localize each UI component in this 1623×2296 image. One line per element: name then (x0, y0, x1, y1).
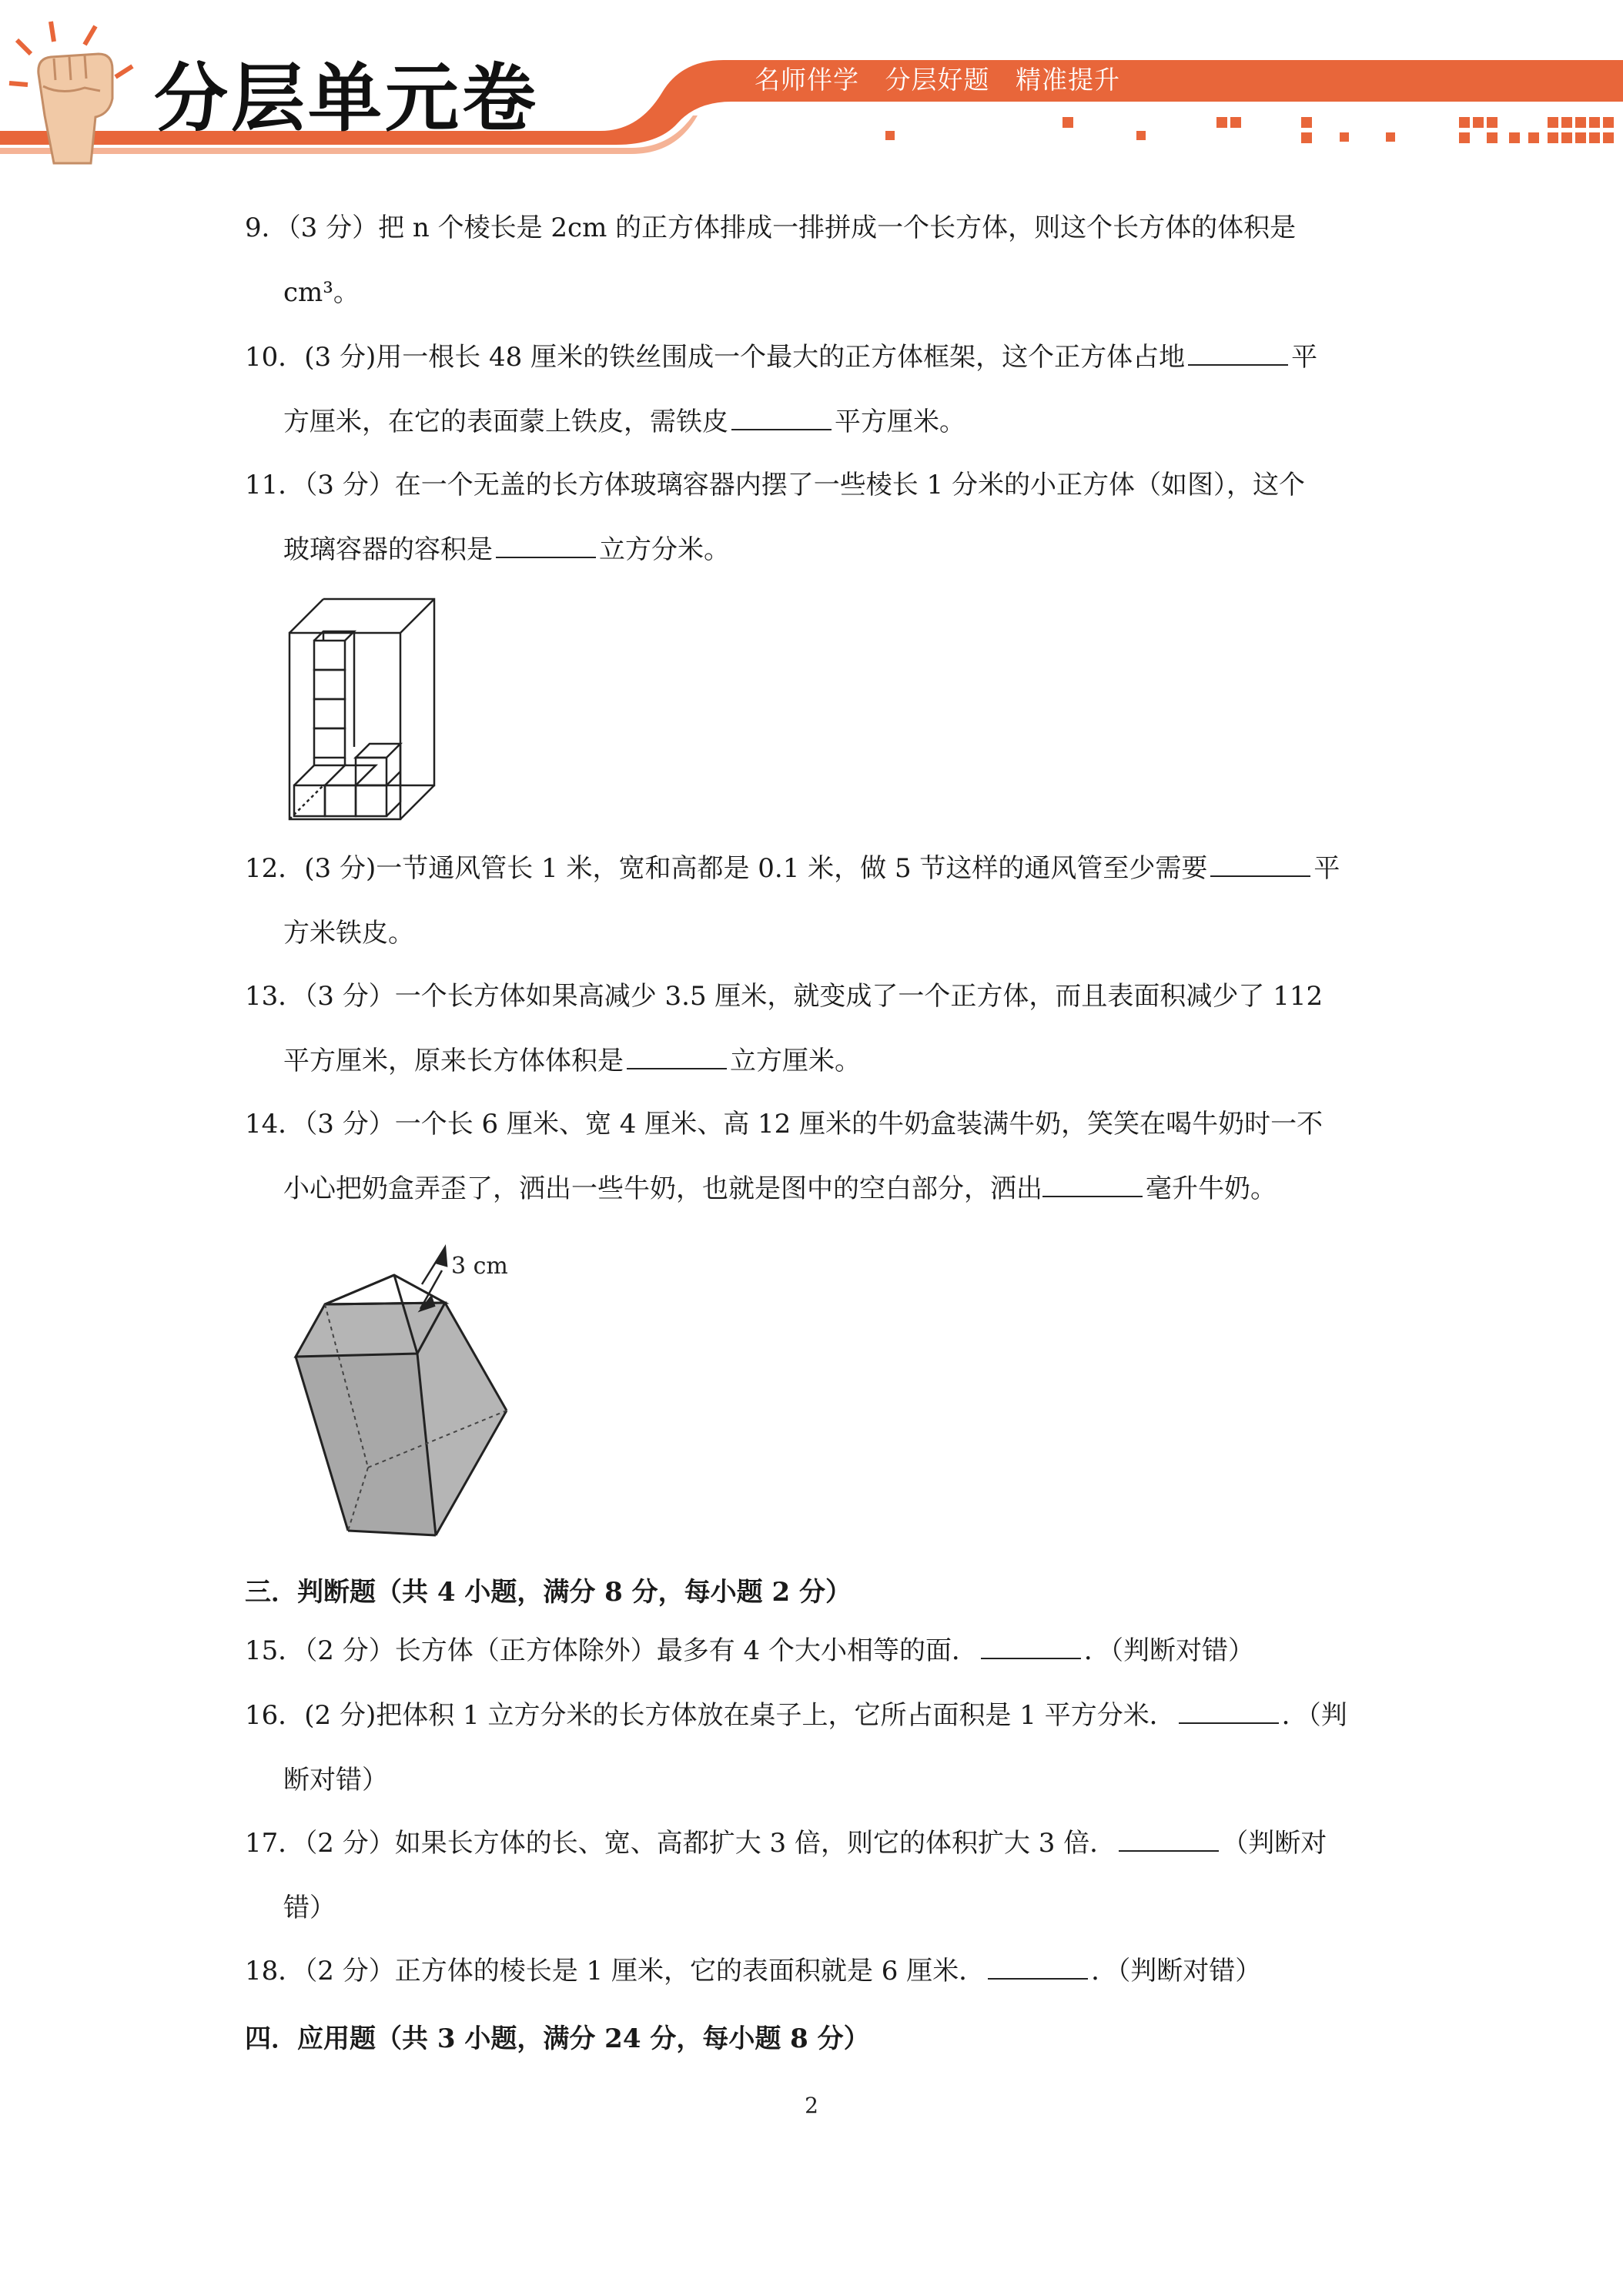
question-9 (245, 196, 1384, 325)
question-18-line1a: 18．（2 分）正方体的棱长是 1 厘米，它的表面积就是 6 厘米． (245, 1956, 986, 1986)
question-15-line1b: ．（判断对错） (1083, 1635, 1254, 1666)
answer-blank[interactable] (627, 1045, 727, 1069)
page-header (0, 0, 1623, 177)
question-11-line2b: 立方分米。 (599, 534, 730, 565)
question-12-line2: 方米铁皮。 (283, 918, 414, 949)
question-13-line2a: 平方厘米，原来长方体体积是 (283, 1046, 624, 1076)
question-12 (245, 836, 1384, 966)
question-12-line1b: 平 (1313, 853, 1340, 884)
answer-blank[interactable] (1188, 341, 1288, 366)
question-10 (245, 325, 1384, 454)
question-11-line2a: 玻璃容器的容积是 (283, 534, 493, 565)
question-14-line2a: 小心把奶盒弄歪了，洒出一些牛奶，也就是图中的空白部分，洒出 (283, 1173, 1042, 1204)
answer-blank[interactable] (981, 1635, 1081, 1659)
section-3-heading: 三．判断题（共 4 小题，满分 8 分，每小题 2 分） (245, 1577, 852, 1608)
question-16-line1a: 16．(2 分)把体积 1 立方分米的长方体放在桌子上，它所占面积是 1 平方分米． (245, 1700, 1176, 1731)
question-13-line1: 13．（3 分）一个长方体如果高减少 3.5 厘米，就变成了一个正方体，而且表面积减少了 112 (245, 981, 1323, 1012)
question-14-line1: 14．（3 分）一个长 6 厘米、宽 4 厘米、高 12 厘米的牛奶盒装满牛奶，笑笑在喝牛奶时一不 (245, 1109, 1323, 1140)
answer-blank[interactable] (1119, 1827, 1219, 1852)
answer-blank[interactable] (731, 406, 832, 430)
question-10-line1b: 平 (1291, 342, 1318, 373)
header-slogan: 名师伴学 分层好题 精准提升 (755, 65, 1120, 95)
question-15-line1a: 15．（2 分）长方体（正方体除外）最多有 4 个大小相等的面． (245, 1635, 978, 1666)
question-13-line2b: 立方厘米。 (730, 1046, 861, 1076)
header-title: 分层单元卷 (154, 55, 539, 142)
question-14 (245, 1092, 1384, 1221)
glass-container-figure (283, 593, 445, 824)
question-17-line1a: 17．（2 分）如果长方体的长、宽、高都扩大 3 倍，则它的体积扩大 3 倍． (245, 1828, 1116, 1859)
question-18-line1b: ．（判断对错） (1091, 1956, 1262, 1986)
question-16-line1b: ．（判 (1281, 1700, 1347, 1731)
question-14-line2b: 毫升牛奶。 (1146, 1173, 1277, 1204)
question-11-line1: 11．（3 分）在一个无盖的长方体玻璃容器内摆了一些棱长 1 分米的小正方体（如图），这个 (245, 470, 1305, 500)
question-17-line1b: （判断对 (1222, 1828, 1327, 1859)
milk-box-figure (285, 1240, 547, 1540)
question-9-line1: 9．（3 分）把 n 个棱长是 2cm 的正方体排成一排拼成一个长方体，则这个长方体的体积是 (245, 213, 1297, 243)
question-13 (245, 964, 1384, 1093)
question-9-line2: cm³。 (283, 277, 360, 308)
question-11 (245, 453, 1384, 582)
question-12-line1a: 12．(3 分)一节通风管长 1 米，宽和高都是 0.1 米，做 5 节这样的通风管至少需要 (245, 853, 1208, 884)
question-10-line1a: 10．(3 分)用一根长 48 厘米的铁丝围成一个最大的正方体框架，这个正方体占地 (245, 342, 1186, 373)
question-17-line2: 错） (283, 1893, 336, 1923)
figure-label-3cm: 3 cm (451, 1253, 508, 1280)
question-16-line2: 断对错） (283, 1765, 388, 1796)
answer-blank[interactable] (1042, 1173, 1143, 1197)
section-4-heading: 四．应用题（共 3 小题，满分 24 分，每小题 8 分） (245, 2023, 870, 2054)
answer-blank[interactable] (988, 1955, 1088, 1980)
question-15 (245, 1618, 1384, 1683)
question-17 (245, 1811, 1384, 1940)
question-18 (245, 1939, 1384, 2003)
answer-blank[interactable] (1210, 852, 1310, 877)
pixel-decoration (885, 117, 1614, 143)
answer-blank[interactable] (496, 534, 596, 558)
question-10-line2b: 平方厘米。 (835, 407, 965, 437)
question-10-line2a: 方厘米，在它的表面蒙上铁皮，需铁皮 (283, 407, 728, 437)
answer-blank[interactable] (1179, 1699, 1279, 1724)
question-16 (245, 1683, 1384, 1812)
page-number: 2 (805, 2093, 818, 2118)
